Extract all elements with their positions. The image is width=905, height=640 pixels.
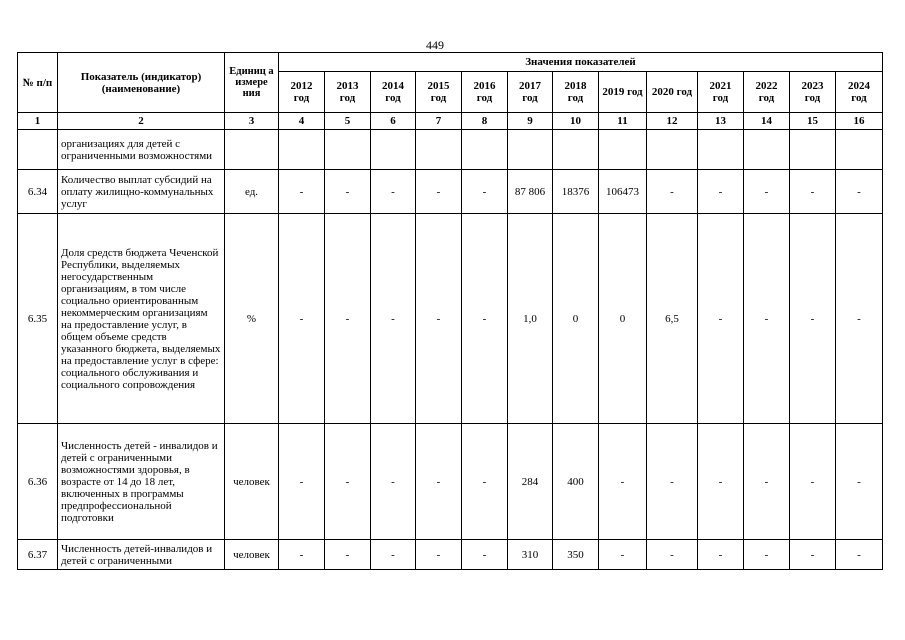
value-cell: -: [698, 214, 744, 424]
value-cell: 1,0: [508, 214, 553, 424]
header-year: 2019 год: [599, 72, 647, 113]
column-number: 7: [416, 113, 462, 130]
unit: [225, 130, 279, 170]
value-cell: -: [647, 540, 698, 570]
row-number: 6.37: [18, 540, 58, 570]
column-number: 15: [790, 113, 836, 130]
value-cell: -: [790, 214, 836, 424]
column-number: 4: [279, 113, 325, 130]
column-number: 11: [599, 113, 647, 130]
row-number: 6.35: [18, 214, 58, 424]
value-cell: -: [371, 214, 416, 424]
value-cell: 350: [553, 540, 599, 570]
page-number: 449: [426, 38, 444, 52]
value-cell: -: [647, 170, 698, 214]
table-row: [18, 424, 883, 540]
header-year: 2013 год: [325, 72, 371, 113]
table-row: [18, 540, 883, 570]
indicator-name: Доля средств бюджета Чеченской Республики, выделяемых негосударственным организациям, в том числе социально ориентированным некоммерческим организациям на предоставление услуг, в общем объеме средств указанного бюджета, выделяемых на предоставление услуг в сфере: социального обслуживания и социального сопровождения: [58, 214, 225, 424]
header-year: 2016 год: [462, 72, 508, 113]
table-row: [18, 130, 883, 170]
column-number: 6: [371, 113, 416, 130]
column-number: 5: [325, 113, 371, 130]
unit: человек: [225, 540, 279, 570]
value-cell: -: [744, 170, 790, 214]
header-unit: Единиц а измере ния: [225, 53, 279, 113]
value-cell: [462, 130, 508, 170]
value-cell: -: [279, 424, 325, 540]
indicator-name: организациях для детей с ограниченными возможностями: [58, 130, 225, 170]
value-cell: [698, 130, 744, 170]
value-cell: [836, 130, 883, 170]
value-cell: -: [462, 214, 508, 424]
unit: %: [225, 214, 279, 424]
value-cell: -: [599, 540, 647, 570]
column-number: 14: [744, 113, 790, 130]
value-cell: -: [790, 540, 836, 570]
header-year: 2018 год: [553, 72, 599, 113]
value-cell: [599, 130, 647, 170]
indicator-name: Численность детей-инвалидов и детей с ограниченными: [58, 540, 225, 570]
value-cell: -: [698, 170, 744, 214]
column-number-row: [18, 113, 883, 130]
table-row: [18, 170, 883, 214]
value-cell: -: [371, 424, 416, 540]
value-cell: 400: [553, 424, 599, 540]
indicator-name: Численность детей - инвалидов и детей с ограниченными возможностями здоровья, в возрасте от 14 до 18 лет, включенных в программы предпрофессиональной подготовки: [58, 424, 225, 540]
value-cell: [416, 130, 462, 170]
value-cell: 0: [599, 214, 647, 424]
value-cell: 310: [508, 540, 553, 570]
row-number: 6.36: [18, 424, 58, 540]
value-cell: -: [371, 540, 416, 570]
header-year: 2014 год: [371, 72, 416, 113]
value-cell: -: [416, 424, 462, 540]
value-cell: -: [790, 170, 836, 214]
header-year: 2021 год: [698, 72, 744, 113]
header-year: 2023 год: [790, 72, 836, 113]
value-cell: -: [462, 540, 508, 570]
column-number: 2: [58, 113, 225, 130]
value-cell: [647, 130, 698, 170]
value-cell: -: [325, 170, 371, 214]
row-number: 6.34: [18, 170, 58, 214]
value-cell: -: [325, 214, 371, 424]
value-cell: -: [325, 540, 371, 570]
value-cell: -: [836, 214, 883, 424]
value-cell: -: [599, 424, 647, 540]
column-number: 10: [553, 113, 599, 130]
value-cell: -: [371, 170, 416, 214]
value-cell: 0: [553, 214, 599, 424]
value-cell: -: [279, 170, 325, 214]
value-cell: [508, 130, 553, 170]
value-cell: -: [416, 214, 462, 424]
value-cell: -: [325, 424, 371, 540]
value-cell: 18376: [553, 170, 599, 214]
value-cell: [744, 130, 790, 170]
header-year: 2022 год: [744, 72, 790, 113]
value-cell: -: [836, 540, 883, 570]
header-year: 2017 год: [508, 72, 553, 113]
header-year: 2024 год: [836, 72, 883, 113]
value-cell: 106473: [599, 170, 647, 214]
unit: человек: [225, 424, 279, 540]
value-cell: -: [744, 540, 790, 570]
header-year: 2020 год: [647, 72, 698, 113]
value-cell: 284: [508, 424, 553, 540]
header-num: № п/п: [18, 53, 58, 113]
value-cell: -: [744, 424, 790, 540]
value-cell: -: [647, 424, 698, 540]
value-cell: -: [698, 540, 744, 570]
value-cell: 6,5: [647, 214, 698, 424]
value-cell: -: [462, 424, 508, 540]
row-number: [18, 130, 58, 170]
value-cell: -: [744, 214, 790, 424]
value-cell: -: [279, 214, 325, 424]
header-year: 2012 год: [279, 72, 325, 113]
value-cell: -: [279, 540, 325, 570]
value-cell: -: [416, 170, 462, 214]
column-number: 8: [462, 113, 508, 130]
value-cell: [371, 130, 416, 170]
value-cell: -: [698, 424, 744, 540]
value-cell: [279, 130, 325, 170]
column-number: 1: [18, 113, 58, 130]
table-row: [18, 214, 883, 424]
value-cell: [553, 130, 599, 170]
value-cell: -: [836, 424, 883, 540]
column-number: 9: [508, 113, 553, 130]
value-cell: -: [416, 540, 462, 570]
header-year: 2015 год: [416, 72, 462, 113]
indicator-name: Количество выплат субсидий на оплату жилищно-коммунальных услуг: [58, 170, 225, 214]
header-values-group: Значения показателей: [279, 53, 883, 72]
unit: ед.: [225, 170, 279, 214]
column-number: 3: [225, 113, 279, 130]
value-cell: -: [836, 170, 883, 214]
column-number: 16: [836, 113, 883, 130]
header-indicator: Показатель (индикатор) (наименование): [58, 53, 225, 113]
value-cell: -: [462, 170, 508, 214]
indicators-table: [17, 52, 883, 570]
value-cell: -: [790, 424, 836, 540]
value-cell: [325, 130, 371, 170]
column-number: 13: [698, 113, 744, 130]
column-number: 12: [647, 113, 698, 130]
value-cell: 87 806: [508, 170, 553, 214]
value-cell: [790, 130, 836, 170]
